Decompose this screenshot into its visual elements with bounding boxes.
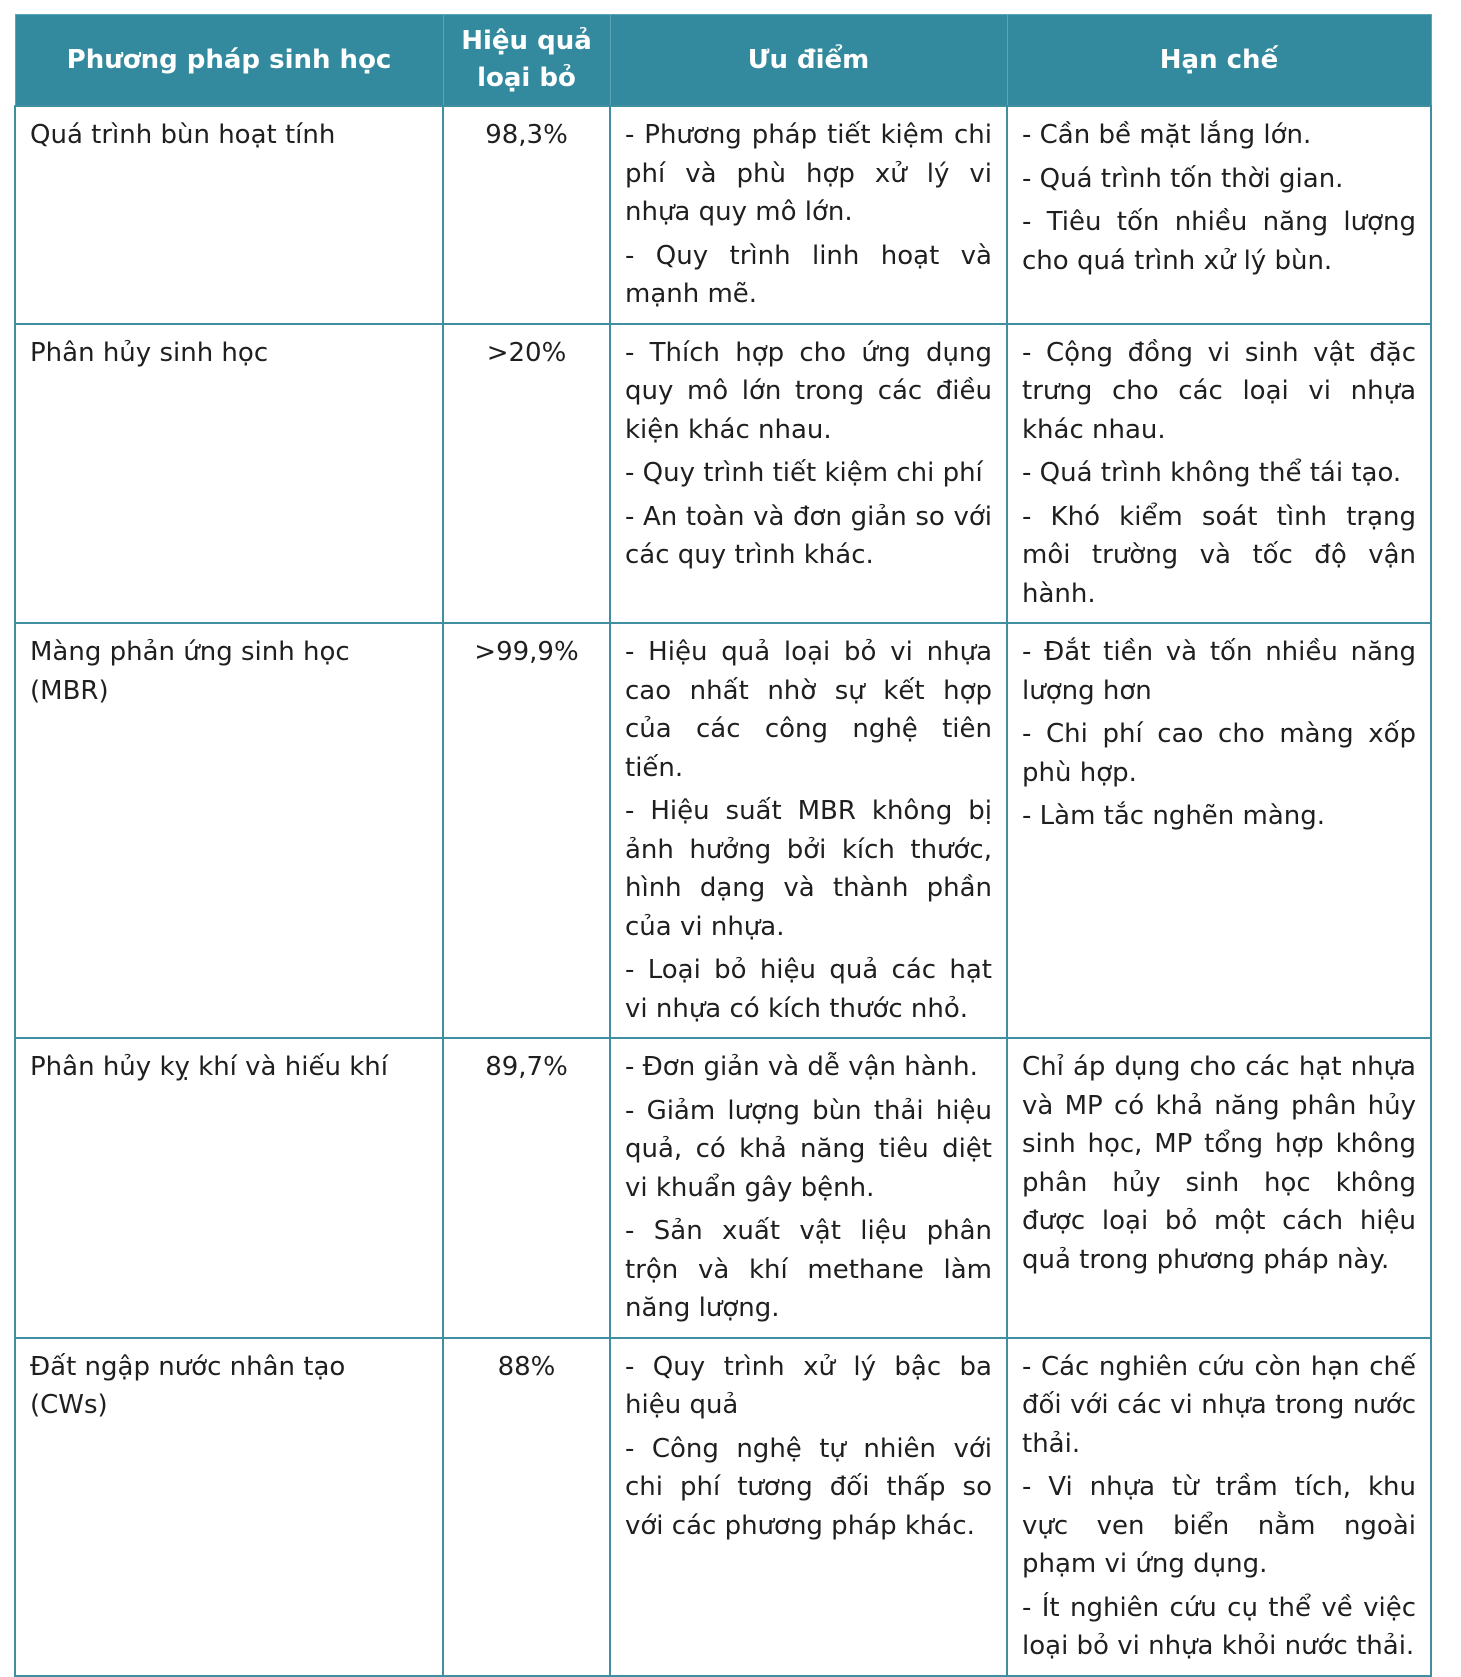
table-row: [15, 1338, 1431, 1676]
limitation-item: - Chi phí cao cho màng xốp phù hợp.: [1022, 719, 1416, 788]
advantages-cell: [610, 324, 1007, 624]
limitation-item: - Ít nghiên cứu cụ thể về việc loại bỏ vi nhựa khỏi nước thải.: [1022, 1592, 1416, 1661]
advantage-item: - Loại bỏ hiệu quả các hạt vi nhựa có kích thước nhỏ.: [625, 955, 992, 1024]
limitation-item: - Đắt tiền và tốn nhiều năng lượng hơn: [1022, 637, 1416, 706]
table-row: [15, 623, 1431, 1038]
advantage-item: - Sản xuất vật liệu phân trộn và khí methane làm năng lượng.: [625, 1216, 992, 1323]
efficiency-cell: 88%: [443, 1338, 610, 1676]
advantage-item: - Phương pháp tiết kiệm chi phí và phù hợp xử lý vi nhựa quy mô lớn.: [625, 120, 992, 227]
limitation-item: - Quá trình tốn thời gian.: [1022, 163, 1344, 194]
limitation-item: - Tiêu tốn nhiều năng lượng cho quá trình xử lý bùn.: [1022, 207, 1416, 276]
advantages-cell: [610, 1338, 1007, 1676]
efficiency-cell: 89,7%: [443, 1038, 610, 1338]
advantage-item: - Hiệu suất MBR không bị ảnh hưởng bởi kích thước, hình dạng và thành phần của vi nhựa.: [625, 796, 992, 942]
advantages-cell: [610, 106, 1007, 324]
header-efficiency: Hiệu quả loại bỏ: [443, 15, 610, 107]
efficiency-cell: >99,9%: [443, 623, 610, 1038]
efficiency-cell: >20%: [443, 324, 610, 624]
limitation-item: - Khó kiểm soát tình trạng môi trường và tốc độ vận hành.: [1022, 501, 1416, 609]
method-cell: Đất ngập nước nhân tạo (CWs): [15, 1338, 443, 1676]
header-row: [15, 15, 1431, 107]
limitation-item: Chỉ áp dụng cho các hạt nhựa và MP có khả năng phân hủy sinh học, MP tổng hợp không phân hủy sinh học không được loại bỏ một cách hiệu quả trong phương pháp này.: [1022, 1052, 1416, 1275]
advantage-item: - Thích hợp cho ứng dụng quy mô lớn trong các điều kiện khác nhau.: [625, 337, 992, 445]
method-cell: Quá trình bùn hoạt tính: [15, 106, 443, 324]
advantage-item: - Quy trình linh hoạt và mạnh mẽ.: [625, 240, 992, 309]
header-limitations: Hạn chế: [1007, 15, 1431, 107]
limitation-item: - Làm tắc nghẽn màng.: [1022, 801, 1326, 831]
advantage-item: - Giảm lượng bùn thải hiệu quả, có khả năng tiêu diệt vi khuẩn gây bệnh.: [625, 1095, 992, 1203]
limitations-cell: [1007, 1338, 1431, 1676]
limitation-item: - Vi nhựa từ trầm tích, khu vực ven biển nằm ngoài phạm vi ứng dụng.: [1022, 1472, 1416, 1579]
limitation-item: - Cộng đồng vi sinh vật đặc trưng cho các loại vi nhựa khác nhau.: [1022, 337, 1416, 445]
advantage-item: - Quy trình xử lý bậc ba hiệu quả: [625, 1351, 992, 1420]
limitation-item: - Cần bề mặt lắng lớn.: [1022, 120, 1312, 150]
method-cell: Phân hủy kỵ khí và hiếu khí: [15, 1038, 443, 1338]
limitations-cell: [1007, 106, 1431, 324]
limitation-item: - Các nghiên cứu còn hạn chế đối với các vi nhựa trong nước thải.: [1022, 1351, 1416, 1459]
header-method: Phương pháp sinh học: [15, 15, 443, 107]
table-row: [15, 324, 1431, 624]
method-cell: Phân hủy sinh học: [15, 324, 443, 624]
limitations-cell: [1007, 623, 1431, 1038]
biological-methods-table: [14, 14, 1432, 1677]
table-row: [15, 1038, 1431, 1338]
limitations-cell: [1007, 1038, 1431, 1338]
advantages-cell: [610, 1038, 1007, 1338]
header-advantages: Ưu điểm: [610, 15, 1007, 107]
limitations-cell: [1007, 324, 1431, 624]
advantage-item: - An toàn và đơn giản so với các quy trình khác.: [625, 501, 992, 570]
advantage-item: - Quy trình tiết kiệm chi phí: [625, 458, 983, 488]
advantage-item: - Công nghệ tự nhiên với chi phí tương đối thấp so với các phương pháp khác.: [625, 1433, 992, 1541]
method-cell: Màng phản ứng sinh học (MBR): [15, 623, 443, 1038]
advantage-item: - Đơn giản và dễ vận hành.: [625, 1052, 978, 1082]
advantages-cell: [610, 623, 1007, 1038]
table-row: [15, 106, 1431, 324]
advantage-item: - Hiệu quả loại bỏ vi nhựa cao nhất nhờ sự kết hợp của các công nghệ tiên tiến.: [625, 637, 992, 783]
efficiency-cell: 98,3%: [443, 106, 610, 324]
limitation-item: - Quá trình không thể tái tạo.: [1022, 458, 1402, 488]
